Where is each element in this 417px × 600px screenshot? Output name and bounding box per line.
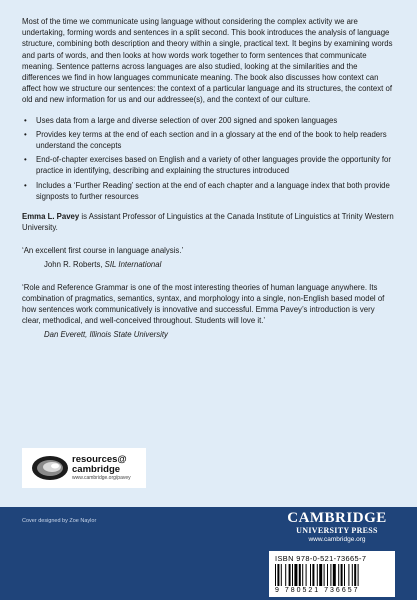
author-bio <box>22 211 395 233</box>
reviewer-affiliation: Illinois State University <box>89 329 168 339</box>
resources-text <box>72 455 131 482</box>
resources-url: www.cambridge.org/pavey <box>72 475 131 481</box>
publisher-name: CAMBRIDGE <box>287 510 387 526</box>
barcode-icon <box>275 564 389 586</box>
reviewer-name: Dan Everett, <box>44 329 90 339</box>
feature-item: • End-of-chapter exercises based on English and a variety of other languages provide the opportunity for practice in identifying, describing and explaining the structures introduced <box>36 154 395 176</box>
resources-line2: cambridge <box>72 464 121 475</box>
author-bio-text: is Assistant Professor of Linguistics at the Canada Institute of Linguistics at Trinity Western University. <box>22 212 394 233</box>
reviewer-affiliation: SIL International <box>104 259 162 269</box>
review-attribution <box>22 329 395 340</box>
publisher-logo <box>281 510 393 544</box>
feature-list <box>22 115 395 202</box>
barcode-digits: 9 780521 736657 <box>275 587 360 594</box>
review-quote: ‘Role and Reference Grammar is one of the most interesting theories of human language anywhere. Its combination of pragmatics, semantics, syntax, and morphology into a single, non-English based model of how sentences work communicatively is innovative and successful. Emma Pavey’s introduction is very clear, methodical, and well-conceived throughout. Students will love it.’ <box>22 282 385 326</box>
review-quote: ‘An excellent first course in language analysis.’ <box>22 246 184 256</box>
author-name: Emma L. Pavey <box>22 212 80 222</box>
cover-credit: Cover designed by Zoe Naylor <box>22 518 97 524</box>
isbn-label: ISBN 978-0-521-73665-7 <box>275 554 367 563</box>
feature-item: • Uses data from a large and diverse selection of over 200 signed and spoken languages <box>36 115 395 126</box>
resources-line1: resources@ <box>72 454 127 465</box>
publisher-press: UNIVERSITY PRESS <box>296 526 378 535</box>
feature-item: • Provides key terms at the end of each section and in a glossary at the end of the book to help readers understand the concepts <box>36 129 395 151</box>
resources-logo-icon <box>31 454 69 487</box>
intro-paragraph: Most of the time we communicate using language without considering the complex activity we are undertaking, forming words and sentences in a split second. This book introduces the analysis of language structure, combining both description and theory within a single, practical text. It begins by examining words and parts of words, and then looks at how words work together to form sentences that communicate meaning. Sentence patterns across languages are also studied, looking at the similarities and the differences we find in how languages communicate meaning. The book also discusses how context can affect how we structure our sentences: the context of a particular language and its structures, the context of old and new information for us and our addressee(s), and the context of our culture. <box>22 17 393 105</box>
barcode-panel <box>269 551 395 597</box>
publisher-url: www.cambridge.org <box>308 536 366 543</box>
review-attribution <box>22 259 395 270</box>
feature-item: • Includes a ‘Further Reading’ section at the end of each chapter and a language index that both provide signposts to further resources <box>36 180 395 202</box>
resources-badge <box>22 448 146 488</box>
reviewer-name: John R. Roberts, <box>44 259 105 269</box>
